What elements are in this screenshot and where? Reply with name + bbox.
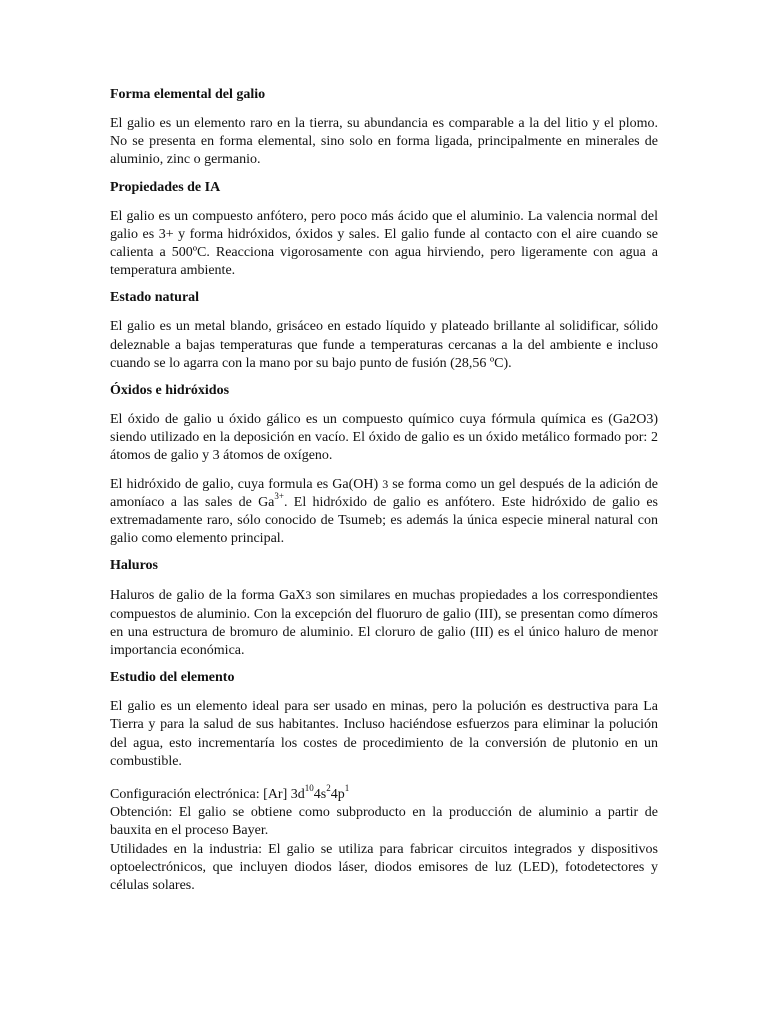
config-label: Configuración electrónica: [Ar] 3d — [110, 787, 305, 803]
obtencion-text: Obtención: El galio se obtiene como subproducto en la producción de aluminio a partir de bauxita en el proceso Bayer. — [110, 805, 658, 839]
hidroxido-subscript: 3 — [382, 476, 389, 491]
section-heading-haluros: Haluros — [110, 558, 158, 574]
config-mid-2: 4p — [330, 787, 345, 803]
configuracion-electronica — [110, 783, 658, 804]
haluros-text-1: Haluros de galio de la forma GaX — [110, 588, 306, 604]
config-sup-3: 1 — [344, 783, 350, 794]
hidroxido-text-3: . El hidróxido de galio es anfótero. Este hidróxido de galio es extremadamente raro, sólo conocido de Tsumeb; es además la única especie mineral natural con galio como elemento principal. — [110, 494, 658, 547]
section-heading-propiedades: Propiedades de IA — [110, 179, 221, 195]
hidroxido-text-2: se forma como un gel después de la adición de amoníaco a las sales de Ga — [110, 476, 659, 510]
paragraph-hidroxido-galio — [110, 475, 658, 549]
hidroxido-superscript: 3+ — [274, 491, 284, 502]
section-heading-oxidos: Óxidos e hidróxidos — [110, 383, 230, 399]
details-block — [110, 783, 658, 895]
paragraph-estado-natural: El galio es un metal blando, grisáceo en estado líquido y plateado brillante al solidificar, sólido deleznable a bajas temperaturas que funde a temperaturas cercanas a la del ambiente e incluso cuando se lo agarra con la mano por su bajo punto de fusión (28,56 ºC). — [110, 319, 658, 371]
section-heading-estudio: Estudio del elemento — [110, 670, 235, 686]
config-sup-2: 2 — [326, 783, 331, 794]
section-heading-forma-elemental: Forma elemental del galio — [110, 87, 266, 102]
config-sup-1: 10 — [304, 783, 314, 794]
utilidades-text: Utilidades en la industria: El galio se utiliza para fabricar circuitos integrados y dispositivos optoelectrónicos, que incluyen diodos láser, diodos emisores de luz (LED), fotodetectores y células solares. — [110, 841, 658, 894]
section-heading-estado-natural: Estado natural — [110, 290, 200, 306]
paragraph-estudio: El galio es un elemento ideal para ser usado en minas, pero la polución es destructiva para La Tierra y para la salud de sus habitantes. Incluso haciéndose esfuerzos para eliminar la polución del agua, esto incrementaría los costes de procedimiento de la conversión de plutonio en un combustible. — [110, 699, 658, 769]
paragraph-oxido-galio: El óxido de galio u óxido gálico es un compuesto químico cuya fórmula química es (Ga2O3) siendo utilizado en la deposición en vacío. El óxido de galio es un óxido metálico formado por: 2 átomos de galio y 3 átomos de oxígeno. — [110, 412, 658, 464]
config-mid-1: 4s — [313, 787, 327, 803]
hidroxido-text-1: El hidróxido de galio, cuya formula es Ga(OH) — [110, 476, 383, 492]
paragraph-forma-elemental: El galio es un elemento raro en la tierra, su abundancia es comparable a la del litio y el plomo. No se presenta en forma elemental, sino solo en forma ligada, principalmente en minerales de aluminio, zinc o germanio. — [110, 116, 658, 168]
paragraph-haluros — [110, 586, 658, 660]
paragraph-propiedades: El galio es un compuesto anfótero, pero poco más ácido que el aluminio. La valencia normal del galio es 3+ y forma hidróxidos, óxidos y sales. El galio funde al contacto con el aire cuando se calienta a 500ºC. Reacciona vigorosamente con agua hirviendo, pero ligeramente con agua a temperatura ambiente. — [110, 208, 658, 279]
haluros-text-2: son similares en muchas propiedades a los correspondientes compuestos de aluminio. Con la excepción del fluoruro de galio (III), se presentan como dímeros en una estructura de bromuro de aluminio. El cloruro de galio (III) es el único haluro de menor importancia económica. — [110, 588, 658, 659]
haluros-subscript: 3 — [305, 588, 312, 603]
